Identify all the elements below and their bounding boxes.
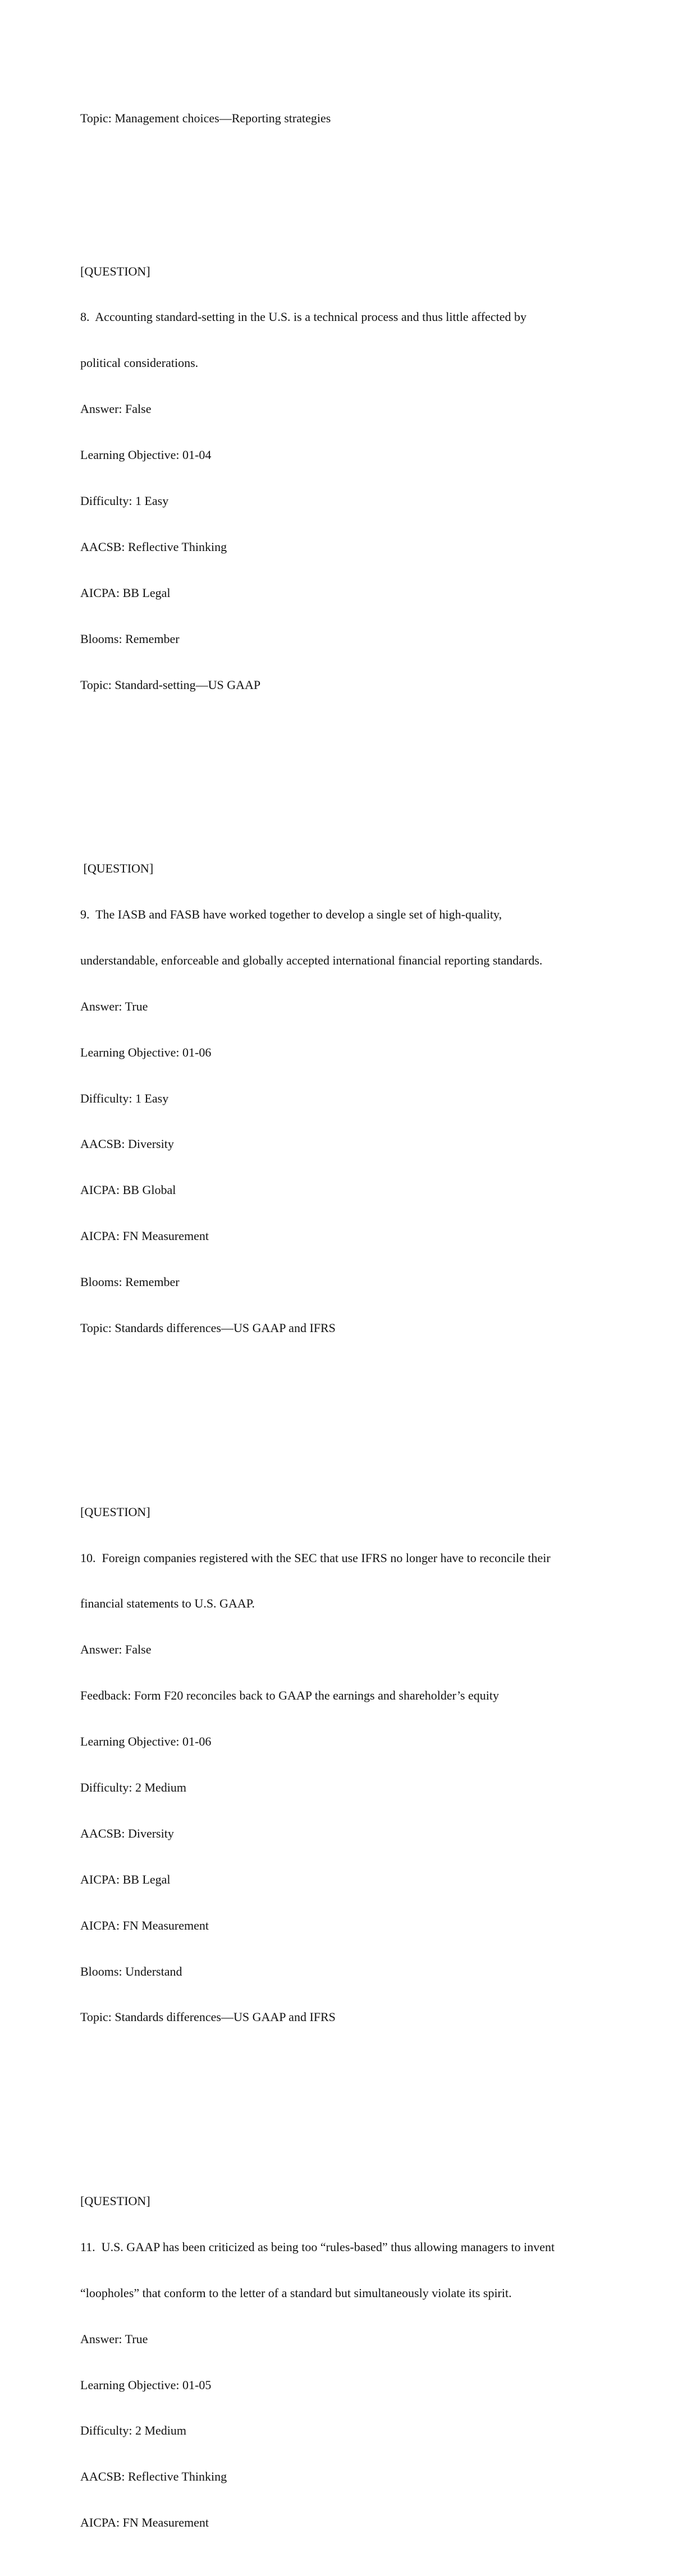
answer-line: Answer: True [80,999,148,1013]
question-text-line: 10. Foreign companies registered with the SEC that use IFRS no longer have to reconcile their [80,1550,551,1565]
question-marker: [QUESTION] [80,1504,150,1519]
answer-line: Answer: False [80,402,152,416]
question-text-line: political considerations. [80,356,199,370]
question-block-10 [80,1473,619,2055]
aacsb-line: AACSB: Reflective Thinking [80,539,227,554]
question-text-line: “loopholes” that conform to the letter of a standard but simultaneously violate its spirit. [80,2285,512,2300]
learning-objective-line: Learning Objective: 01-06 [80,1045,212,1059]
question-marker: [QUESTION] [80,861,154,876]
learning-objective-line: Learning Objective: 01-05 [80,2377,212,2392]
question-text-line: 9. The IASB and FASB have worked together to develop a single set of high-quality, [80,907,502,922]
topic-line: Topic: Standards differences—US GAAP and IFRS [80,1321,336,1335]
aicpa-line: AICPA: BB Legal [80,585,171,600]
aacsb-line: AACSB: Diversity [80,1137,174,1151]
question-marker: [QUESTION] [80,264,150,278]
difficulty-line: Difficulty: 1 Easy [80,1091,169,1105]
aacsb-line: AACSB: Reflective Thinking [80,2469,227,2484]
question-text-line: 8. Accounting standard-setting in the U.S. is a technical process and thus little affected by [80,310,527,324]
answer-line: Answer: False [80,1642,152,1657]
difficulty-line: Difficulty: 2 Medium [80,2423,187,2438]
question-block-11 [80,2162,619,2561]
learning-objective-line: Learning Objective: 01-06 [80,1734,212,1749]
answer-line: Answer: True [80,2331,148,2346]
topic-line: Topic: Standards differences—US GAAP and IFRS [80,2010,336,2024]
question-text-line: 11. U.S. GAAP has been criticized as being too “rules-based” thus allowing managers to invent [80,2239,555,2254]
learning-objective-line: Learning Objective: 01-04 [80,448,212,462]
spacer [80,754,619,769]
aicpa-line: AICPA: FN Measurement [80,1918,209,1932]
question-text-line: financial statements to U.S. GAAP. [80,1596,255,1611]
lead-topic: Topic: Management choices—Reporting strategies [80,111,331,125]
aicpa-line: AICPA: FN Measurement [80,2515,209,2530]
topic-line: Topic: Standard-setting—US GAAP [80,677,261,692]
aicpa-line: AICPA: BB Global [80,1183,176,1197]
aacsb-line: AACSB: Diversity [80,1826,174,1840]
blooms-line: Blooms: Remember [80,1275,180,1289]
aicpa-line: AICPA: FN Measurement [80,1229,209,1243]
question-block-9 [80,830,619,1366]
spacer [80,2086,619,2101]
blooms-line: Blooms: Remember [80,631,180,646]
difficulty-line: Difficulty: 2 Medium [80,1780,187,1794]
spacer [80,1397,619,1412]
question-text-line: understandable, enforceable and globally accepted international financial reporting standards. [80,953,543,967]
feedback-line: Feedback: Form F20 reconciles back to GAAP the earnings and shareholder’s equity [80,1688,499,1703]
question-marker: [QUESTION] [80,2193,150,2208]
aicpa-line: AICPA: BB Legal [80,1872,171,1886]
document-page [80,80,619,2576]
blooms-line: Blooms: Understand [80,1964,182,1978]
spacer [80,156,619,171]
question-block-8 [80,233,619,723]
difficulty-line: Difficulty: 1 Easy [80,494,169,508]
